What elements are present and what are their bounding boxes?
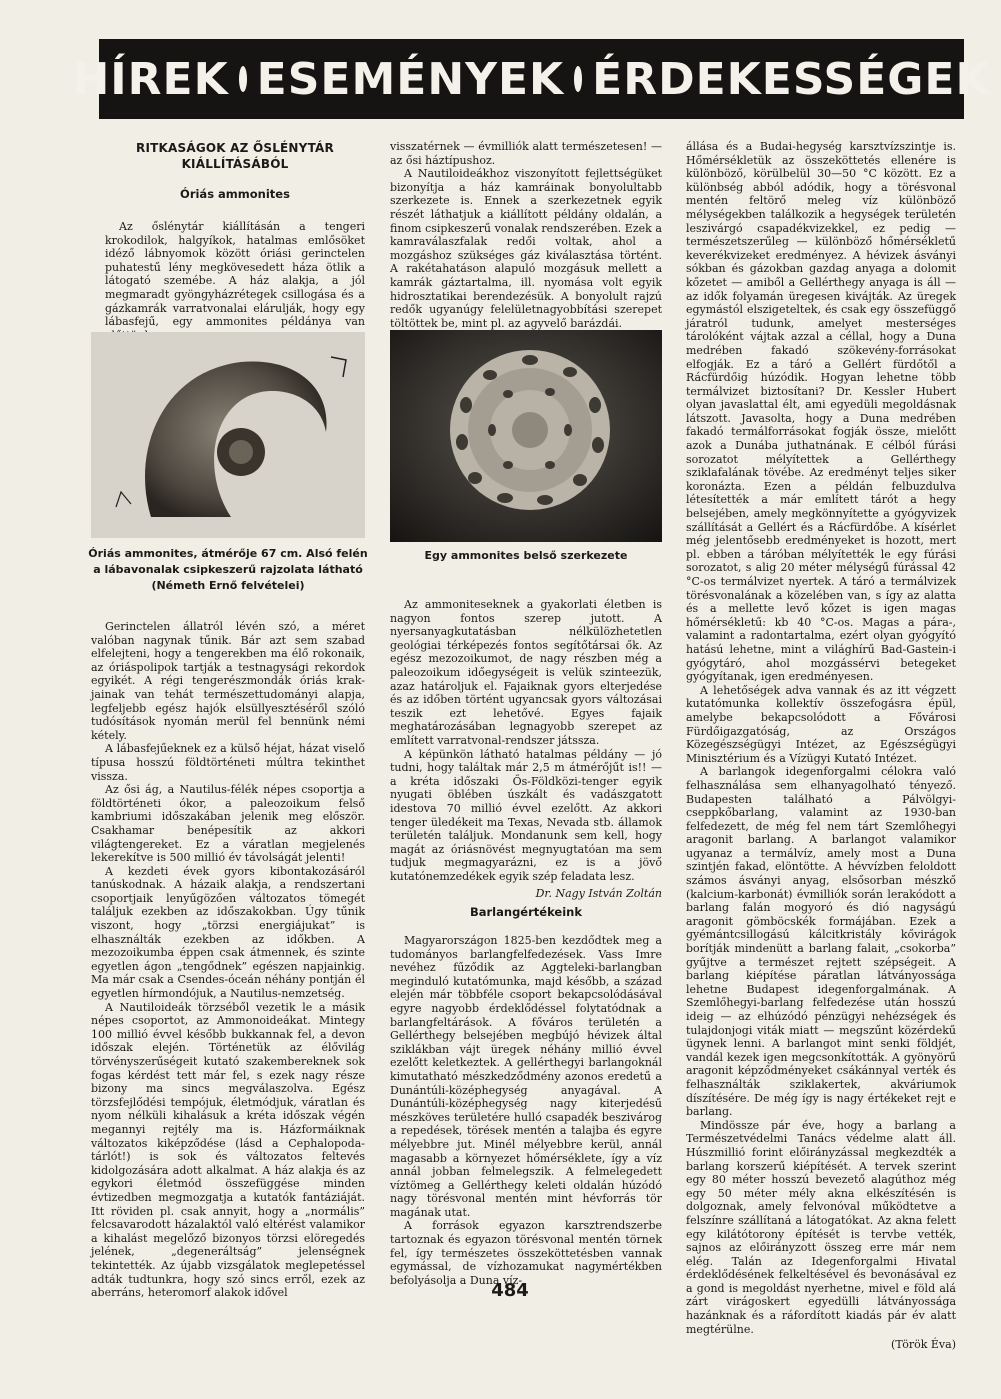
circle-separator-icon (239, 66, 247, 92)
ammonite-shell-image (91, 332, 365, 538)
article2-author: (Török Éva) (891, 1338, 956, 1352)
article2-title: Barlangértékeink (469, 905, 582, 919)
circle-separator-icon (574, 66, 582, 92)
banner-word-esemenyek: ESEMÉNYEK (256, 53, 565, 105)
article2-column-2 (390, 904, 662, 1287)
article1-subtitle: Óriás ammonites (180, 187, 290, 201)
article2-paragraph: Magyarországon 1825-ben kezdődtek meg a tudományos barlangfelfedezések. Vass Imre nevéhez fűződik az Aggteleki-barlangban meginduló kutatómunka, majd később, a század elején már többféle csoport bekapcsolódásával egyre nagyobb érdeklődéssel folytatódnak a barlangfeltárások. A főváros területén a Gellérthegy belsejében megbújó hévizek által sziklákban vájt üregek néhány millió évvel ezelőtt keletkeztek. A gellérthegyi barlangoknál kimutatható mészkedződmény azonos eredetű a Dunántúli-középhegység anyagával. A Dunántúli-középhegység nagy kiterjedésű mészköves területére hulló csapadék beszivárog a repedések, törések mentén a talajba és egyre mélyebbre jut. Minél mélyebbre kerül, annál magasabb a környezet hőmérséklete, így a víz annál jobban felmelegszik. A felmelegedett víztömeg a Gellérthegy keleti oldalán húzódó nagy törésvonal mentén mint hévforrás tör magának utat. (390, 934, 662, 1219)
article1-paragraph: A kezdeti évek gyors kibontakozásáról tanúskodnak. A házaik alakja, a rendszertani csoportjaik lenyűgözően változatos tömegét találjuk ezekben az időszakokban. Úgy tűnik viszont, hogy „törzsi energiájukat” is elhasználták ezekben az időkben. A mezozoikumba éppen csak átmennek, és szinte egyetlen ágon „tengődnek” egészen napjainkig. Ma már csak a Csendes-óceán néhány pontján él egyetlen hírmondójuk, a Nautilus-nemzetség. (91, 864, 365, 1001)
article1-column-1 (91, 620, 365, 1300)
article1-header-column (105, 140, 365, 342)
article2-paragraph: A barlangok idegenforgalmi célokra való felhasználása sem elhanyagolható tényező. Budapesten található a Pálvölgyi-cseppkőbarlang, valamint az 1930-ban felfedezett, de még fel nem tárt Szemlőhegyi aragonit barlang. A barlangot valamikor ugyanaz a termálvíz, amely most a Duna szintjén fakad, elöntötte. A hévvízben feloldott számos ásványi anyag, elsősorban mészkő (kalcium-karbonát) évmilliók során lerakódott a barlang falán mogyoró és dió nagyságú aragonit gömböcskék formájában. Ezek a gyémántcsillogású kálcitkristály kővirágok borítják mindenütt a barlang falait, „csokorba” gyűjtve a természet rejtett szépségeit. A barlang kiépítése páratlan látványossága lehetne Budapest idegenforgalmának. A Szemlőhegyi-barlang felfedezése után hosszú ideig — az elhúzódó pénzügyi nehézségek és tulajdonjogi viták miatt — megszűnt közérdekű ügynek lenni. A barlangot mint senki földjét, vandál kezek igen megcsonkították. A gyönyörű aragonit képződményeket csákánnyal verték és felhasználták sziklakertek, akváriumok díszítésére. De még így is nagy értékeket rejt e barlang. (686, 765, 956, 1119)
article1-paragraph: A Nautiloideák törzséből vezetik le a másik népes csoportot, az Ammonoideákat. Mintegy 100 millió évvel később bukkannak fel, a devon időszak elején. Történetük az élővilág törvényszerűségeit kutató szakembereknek sok fogas kérdést tett már fel, s ezek nagy része bizony ma sincs megválaszolva. Egész törzsfejlődési tempójuk, életmódjuk, váratlan és nyom nélküli kihalásuk a kréta időszak végén megannyi rejtély ma is. Házformáiknak változatos kiképződése (lásd a Cephalopoda-tárlót!) is sok és változatos feltevés kidolgozására adott alkalmat. A ház alakja és az egykori életmód összefüggése minden évtizedben megmozgatja a kutatók fantáziáját. Itt röviden pl. csak annyit, hogy a „normális” felcsavarodott házalaktól való eltérést valamikor a kihalást megelőző bizonyos törzsi elöregedés jelének, „degeneráltság” jelenségnek tekintették. Az újabb vizsgálatok meglepetéssel adták tudtunkra, hogy szó sincs erről, ezek az aberráns, heteromorf alakok idővel (91, 1000, 365, 1300)
banner-word-hirek: HÍREK (72, 53, 229, 105)
ammonite-photo-2 (390, 330, 662, 542)
article1-column-2-bottom (390, 598, 662, 901)
article1-column-2-top (390, 140, 662, 330)
photo1-caption: Óriás ammonites, átmérője 67 cm. Alsó felén a lábavonalak csipkeszerű rajzolata látható (Németh Ernő felvételei) (88, 547, 368, 592)
article2-column-3 (686, 140, 956, 1352)
article1-paragraph: Az ammoniteseknek a gyakorlati életben is nagyon fontos szerep jutott. A nyersanyagkutatásban nélkülözhetetlen geológiai térképezés fontos segítőtársai ők. Az egész mezozoikumot, de nagy részben még a paleozoikum időegységeit is velük szinteezük, azaz határoljuk el. Fajaiknak gyors elterjedése és az időben történt ugyancsak gyors változásai teszik ezt lehetővé. Egyes fajaik meghatározásában legnagyobb szerepet az említett varratvonal-rendszer játssza. (390, 598, 662, 747)
section-banner (72, 39, 991, 119)
article1-paragraph: A Nautiloideákhoz viszonyított fejlettségüket bizonyítja a ház kamráinak bonyolultabb szerkezete is. Ennek a szerkezetnek egyik részét láthatjuk a kiállított példány oldalán, a finom csipkeszerű vonalak rendszerében. Ezek a kamraválaszfalak redői voltak, ahol a mozgáshoz szükséges gáz kiválasztása történt. A rakétahatáson alapuló mozgásuk mellett a kamrák gáztartalma, ill. nyomása volt egyik hidrosztatikai berendezésük. A bonyolult rajzú redők ugyanúgy felelületnagyobbítási szerepet töltöttek be, mint pl. az agyvelő barázdái. (390, 167, 662, 330)
page-number: 484 (491, 1280, 529, 1301)
ammonite-photo-1 (91, 332, 365, 538)
article1-author: Dr. Nagy István Zoltán (535, 887, 662, 901)
article1-paragraph: Gerinctelen állatról lévén szó, a méret valóban nagynak tűnik. Bár azt sem szabad elfelejteni, hogy a tengerekben ma élő rokonaik, az óriáspolipok tartják a testnagysági rekordok egyikét. A régi tengerészmondák óriás krak-jainak van tehát természettudományi alapja, legfeljebb egész hajók elsüllyesztéséről szóló tudósítások nyomán merül fel bennünk némi kétely. (91, 620, 365, 742)
article1-paragraph: A képünkön látható hatalmas példány — jó tudni, hogy találtak már 2,5 m átmérőjűt is!! — a kréta időszaki Ős-Földközi-tenger egyik nyugati öblében úszkált és vadászgatott idestova 70 millió évvel ezelőtt. Az akkori tenger üledékeit ma Texas, Nevada stb. államok területén találjuk. Mondanunk sem kell, hogy magát az óriásnövést megnyugtatóan ma sem tudjuk megmagyarázni, ez is a jövő kutatónemzedékek egyik szép feladata lesz. (390, 747, 662, 883)
article1-title: RITKASÁGOK AZ ŐSLÉNYTÁR KIÁLLÍTÁSÁBÓL (136, 141, 334, 171)
banner-word-erdekessegek: ÉRDEKESSÉGEK (592, 53, 991, 105)
article2-paragraph: állása és a Budai-hegység karsztvízszintje is. Hőmérsékletük az összeköttetés ellenére is különböző, körülbelül 30—50 °C között. Ez a különbség abból adódik, hogy a törésvonal mentén feltörő meleg víz különböző mélységekben találkozik a hegységek területén leszivárgó csapadékvizekkel, ez pedig — természetszerűleg — különböző hőmérsékletű keverékvizeket eredményez. A hévizek ásványi sókban és gázokban gazdag anyaga a dolomit kőzetet — amiből a Gellérthegy anyaga is áll — az idők folyamán üregesen kivájták. Az üregek egymástól elszigeteltek, és csak egy összefüggő járatról tudunk, amelyet mesterséges tárolóként vájtak azzal a céllal, hogy a Duna medrében fakadó szökevény-forrásokat elfogják. Ez a táró a Gellért fürdőtől a Rácfürdőig húzódik. Hogyan lehetne több termálvizet biztosítani? Dr. Kessler Hubert olyan javaslattal élt, ami egyedüli megoldásnak látszott. Javasolta, hogy a Duna medrében fakadó termálforrásokat fogják össze, mielőtt azok a Dunába juthatnának. E célból fúrási sorozatot mélyítettek a Gellérthegy sziklafalának tövébe. Az eredményt teljes siker koronázta. Ezen a példán felbuzdulva létesítették a már említett tárót a hegy belsejében, amely megkönnyítette a gyógyvizek szállítását a Gellért és a Rácfürdőbe. A kísérlet még jelentősebb eredményeket is hozott, mert pl. ebben a táróban mélyítették le egy fúrási sorozatot, s alig 20 méter mélységű fúrással 42 °C-os termálvizet nyertek. A táró a termálvizek törésvonalának a közelében van, s így az alatta és a mellette levő kőzet is igen magas hőmérsékletű: kb 40 °C-os. Magas a pára-, valamint a radontartalma, ezért olyan gyógyító hatású lehetne, mint a világhírű Bad-Gastein-i gyógytáró, ahol mozgássérvi betegeket gyógyítanak, igen eredményesen. (686, 140, 956, 684)
article1-intro: Az őslénytár kiállításán a tengeri krokodilok, halgyíkok, hatalmas emlősöket idéző lábnyomok között óriási gerinctelen puhatestű lény megkövesedett háza ötlik a látogató szemébe. A ház alakja, a jól megmaradt gyöngyházrétegek csillogása és a gázkamrák varratvonalai elárulják, hogy egy lábasfejű, egy ammonites példánya van (105, 220, 365, 329)
article2-paragraph: Mindössze pár éve, hogy a barlang a Természetvédelmi Tanács védelme alatt áll. Húszmillió forint előirányzással megkezdték a barlang korszerű kiépítését. A tervek szerint egy 80 méter hosszú bevezető alagúthoz még egy 50 méter mély akna elkészítésén is dolgoznak, amely felvonóval működtetve a felszínre szállítaná a látogatókat. Az akna felett egy kilátótorony építését is tervbe vették, sajnos az előirányzott összeg erre már nem elég. Talán az Idegenforgalmi Hivatal érdeklődésének felkeltésével és bevonásával ez a gond is megoldást nyerhetne, mivel e föld alá zárt virágoskert egyedülli látványossága hazánknak és a ráfordított kiadás pár év alatt megtérülne. (686, 1118, 956, 1336)
ammonite-cross-section-image (390, 330, 662, 542)
article1-paragraph: A lábasfejűeknek ez a külső héjat, házat viselő típusa hosszú földtörténeti múltra tekinthet vissza. (91, 742, 365, 783)
photo2-caption: Egy ammonites belső szerkezete (424, 549, 628, 562)
article2-paragraph: A lehetőségek adva vannak és az itt végzett kutatómunka kollektív összefogásra épül, amelybe bekapcsolódott a Fővárosi Fürdőigazgatóság, az Országos Közegészségügyi Intézet, az Egészségügyi Minisztérium és a Vízügyi Kutató Intézet. (686, 683, 956, 765)
article2-paragraph: A források egyazon karsztrendszerbe tartoznak és egyazon törésvonal mentén törnek fel, így természetes összeköttetésben vannak egymással, de vízhozamukat nagymértékben befolyásolja a Duna víz- (390, 1219, 662, 1287)
article1-paragraph: Az ősi ág, a Nautilus-félék népes csoportja a földtörténeti ókor, a paleozoikum felső kambriumi időszakában jelenik meg először. Csakhamar benépesítik az akkori világtengereket. Ez a váratlan megjelenés lekerekítve is 500 millió év távolságát jelenti! (91, 783, 365, 865)
article1-continuation: visszatérnek — évmilliók alatt természetesen! — az ősi háztípushoz. (390, 140, 662, 167)
